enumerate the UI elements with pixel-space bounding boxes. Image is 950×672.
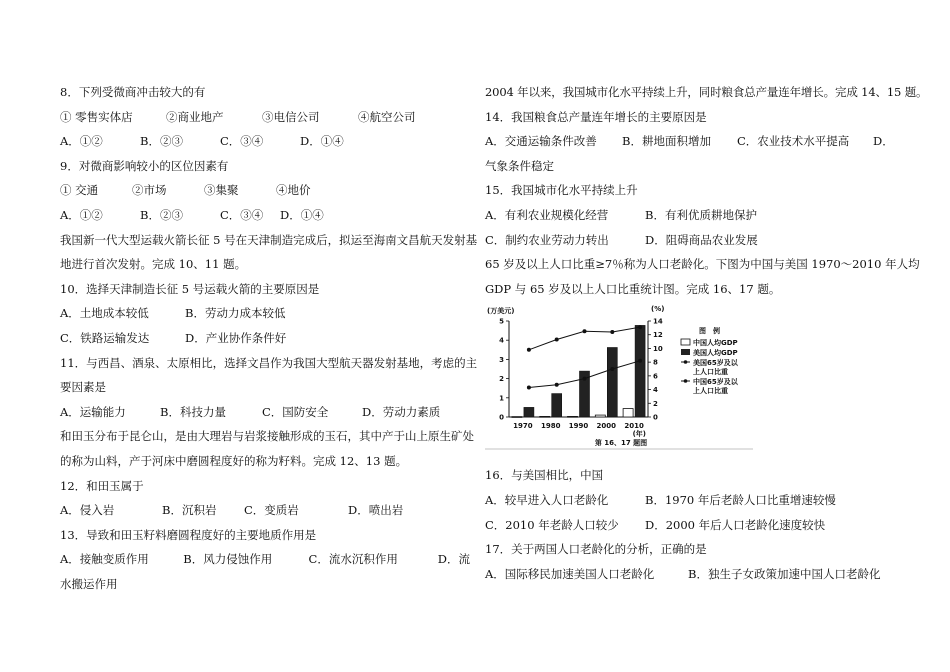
chart-bar-china-gdp [540,417,550,418]
q16-option-d[interactable]: D．2000 年后人口老龄化速度较快 [645,517,826,532]
chart-x-tick-label: 2000 [596,422,617,431]
chart-x-tick-label: 1990 [568,422,589,431]
q16-option-b[interactable]: B．1970 年后老龄人口比重增速较慢 [645,492,836,507]
q13-stem: 13．导致和田玉籽料磨圆程度好的主要地质作用是 [60,527,317,542]
chart-right-axis-title: (%) [651,305,665,314]
chart-x-tick-label: 1980 [540,422,561,431]
q14-option-a[interactable]: A．交通运输条件改善 [485,134,597,149]
chart-x-axis-title: (年) [632,430,646,439]
q10-option-d[interactable]: D．产业协作条件好 [185,330,287,345]
q12-stem: 12．和田玉属于 [60,478,144,493]
q12-option-d[interactable]: D．喷出岩 [348,503,404,518]
q15-option-a[interactable]: A．有利农业规模化经营 [485,207,609,222]
q8-option-b[interactable]: B．②③ [140,134,183,149]
chart-china-aging-point [527,386,531,390]
chart-right-tick-label: 2 [653,400,658,409]
q15-option-b[interactable]: B．有利优质耕地保护 [645,207,757,222]
chart-legend-marker-china-aging [684,380,688,384]
q8-option-a[interactable]: A．①② [60,134,103,149]
chart-bar-usa-gdp [607,348,617,418]
q14-option-b[interactable]: B．耕地面积增加 [622,134,711,149]
chart-usa-aging-point [555,338,559,342]
q15-option-c[interactable]: C．制约农业劳动力转出 [485,232,609,247]
passage-10-11-line-2: 地进行首次发射。完成 10、11 题。 [60,257,247,272]
chart-legend-label-china-gdp: 中国人均GDP [693,339,738,348]
chart-left-tick-label: 1 [499,394,504,403]
chart-bar-china-gdp [595,415,605,417]
chart-legend-label-usa-gdp: 美国人均GDP [693,349,738,358]
chart-right-tick-label: 12 [653,331,663,340]
q9-option-b[interactable]: B．②③ [140,207,183,222]
q14-stem: 14．我国粮食总产量连年增长的主要原因是 [485,109,707,124]
q9-stem: 9．对微商影响较小的区位因素有 [60,158,229,173]
passage-16-17-line-2: GDP 与 65 岁及以上人口比重统计图。完成 16、17 题。 [485,281,781,296]
q10-options-row-1 [60,301,470,326]
q13-option-a[interactable]: A．接触变质作用 [60,552,149,567]
q9-item-1: ① 交通 [60,183,99,198]
q17-options [485,562,905,587]
chart-bar-china-gdp [512,417,522,418]
q10-stem: 10．选择天津制造长征 5 号运载火箭的主要原因是 [60,281,320,296]
chart-left-axis-title: (万美元) [487,307,515,316]
q9-option-c[interactable]: C．③④ [220,207,264,222]
chart-right-tick-label: 4 [653,386,658,395]
q8-item-4: ④航空公司 [358,109,416,124]
chart-china-aging-point [583,377,587,381]
q8-items [60,105,470,130]
chart-usa-aging-point [527,348,531,352]
q11-stem-line-2: 要因素是 [60,380,106,395]
chart-legend-swatch-usa-gdp [681,349,690,355]
chart-china-aging-point [610,367,614,371]
q15-options-row-1 [485,203,905,228]
q12-option-c[interactable]: C．变质岩 [244,503,299,518]
q8-option-d[interactable]: D．①④ [300,134,344,149]
chart-china-aging-point [555,383,559,387]
chart-legend-label-usa-aging-2: 上人口比重 [693,368,728,377]
chart-right-tick-label: 14 [653,317,663,326]
q10-option-b[interactable]: B．劳动力成本较低 [185,306,286,321]
chart-x-tick-label: 2010 [624,422,644,431]
chart-left-tick-label: 5 [499,317,504,326]
q17-option-a[interactable]: A．国际移民加速美国人口老龄化 [485,566,655,581]
chart-right-tick-label: 0 [653,413,658,422]
chart-legend-marker-usa-aging [684,361,688,365]
q9-options [60,203,470,228]
chart-left-tick-label: 2 [499,375,504,384]
chart-right-tick-label: 8 [653,358,658,367]
q14-option-d-continuation: 气象条件稳定 [485,158,554,173]
passage-14-15: 2004 年以来，我国城市化水平持续上升，同时粮食总产量连年增长。完成 14、15 题。 [485,85,928,99]
chart-bar-china-gdp [568,417,578,418]
chart-right-tick-label: 10 [653,345,663,354]
chart-right-tick-label: 6 [653,372,658,381]
chart-usa-aging-point [638,326,642,330]
chart-x-tick-label: 1970 [513,422,533,431]
passage-12-13-line-2: 的称为山料，产于河床中磨圆程度好的称为籽料。完成 12、13 题。 [60,453,408,468]
q11-option-b[interactable]: B．科技力量 [160,404,226,419]
q11-option-d[interactable]: D．劳动力素质 [362,404,441,419]
q8-options [60,129,470,154]
chart-bar-usa-gdp [552,394,562,417]
gdp-aging-chart [485,301,755,451]
q11-option-c[interactable]: C．国防安全 [262,404,329,419]
q15-option-d[interactable]: D．阻碍商品农业发展 [645,232,758,247]
chart-bar-usa-gdp [635,326,645,418]
q16-option-a[interactable]: A．较早进入人口老龄化 [485,492,609,507]
chart-legend-label-china-aging-2: 上人口比重 [693,387,728,396]
q14-option-c[interactable]: C．农业技术水平提高 [737,134,850,149]
chart-legend-label-china-aging-1: 中国65岁及以 [693,378,738,387]
q16-stem: 16．与美国相比，中国 [485,468,604,483]
chart-legend-title: 图 例 [699,327,720,336]
q10-option-c[interactable]: C．铁路运输发达 [60,330,150,345]
passage-12-13-line-1: 和田玉分布于昆仑山，是由大理岩与岩浆接触形成的玉石，其中产于山上原生矿处 [60,429,474,444]
q9-items [60,178,470,203]
q9-option-d[interactable]: D．①④ [280,207,324,222]
passage-16-17-line-1: 65 岁及以上人口比重≥7％称为人口老龄化。下图为中国与美国 1970～2010 年人均 [485,257,920,272]
q13-option-b[interactable]: B．风力侵蚀作用 [183,552,273,567]
q16-options-row-1 [485,488,905,513]
chart-usa-aging-point [583,330,587,334]
q8-option-c[interactable]: C．③④ [220,134,264,149]
left-column [60,80,478,596]
q11-stem-line-1: 11．与西昌、酒泉、太原相比，选择文昌作为我国大型航天器发射基地，考虑的主 [60,355,478,370]
chart-usa-aging-point [610,330,614,334]
q8-item-3: ③电信公司 [262,109,320,124]
right-column [485,80,928,586]
q14-options [485,129,905,154]
q9-option-a[interactable]: A．①② [60,207,103,222]
q10-options-row-2 [60,326,470,351]
q16-option-c[interactable]: C．2010 年老龄人口较少 [485,517,619,532]
chart-left-tick-label: 4 [499,337,504,346]
chart-china-aging-point [638,359,642,363]
q10-option-a[interactable]: A．土地成本较低 [60,306,149,321]
chart-caption: 第 16、17 题图 [594,439,648,448]
chart-left-tick-label: 0 [499,413,504,422]
q9-item-3: ③集聚 [204,183,239,198]
q11-option-a[interactable]: A．运输能力 [60,404,126,419]
chart-legend-swatch-china-gdp [681,339,690,345]
q9-item-4: ④地价 [276,183,311,198]
q12-option-b[interactable]: B．沉积岩 [162,503,217,518]
q14-option-d[interactable]: D． [873,134,894,149]
q15-stem: 15．我国城市化水平持续上升 [485,183,638,198]
q16-options-row-2 [485,513,905,538]
q9-item-2: ②市场 [132,183,167,198]
q8-item-2: ②商业地产 [166,109,224,124]
passage-10-11-line-1: 我国新一代大型运载火箭长征 5 号在天津制造完成后，拟运至海南文昌航天发射基 [60,232,478,247]
chart-legend-label-usa-aging-1: 美国65岁及以 [693,359,738,368]
q17-option-b[interactable]: B．独生子女政策加速中国人口老龄化 [688,566,881,581]
q13-option-c[interactable]: C．流水沉积作用 [308,552,398,567]
q12-option-a[interactable]: A．侵入岩 [60,503,115,518]
q12-options [60,498,470,523]
chart-bar-china-gdp [623,409,633,417]
q13-option-d-continuation: 水搬运作用 [60,576,118,591]
q8-stem: 8．下列受微商冲击较大的有 [60,85,206,99]
q13-option-d[interactable]: D．流 [437,552,470,567]
chart-left-tick-label: 3 [499,356,504,365]
chart-bar-usa-gdp [524,408,534,418]
q11-options [60,400,470,425]
q17-stem: 17．关于两国人口老龄化的分析，正确的是 [485,542,707,557]
q13-options [60,547,470,572]
q15-options-row-2 [485,228,905,253]
q8-item-1: ① 零售实体店 [60,109,133,124]
chart-container [485,301,905,451]
